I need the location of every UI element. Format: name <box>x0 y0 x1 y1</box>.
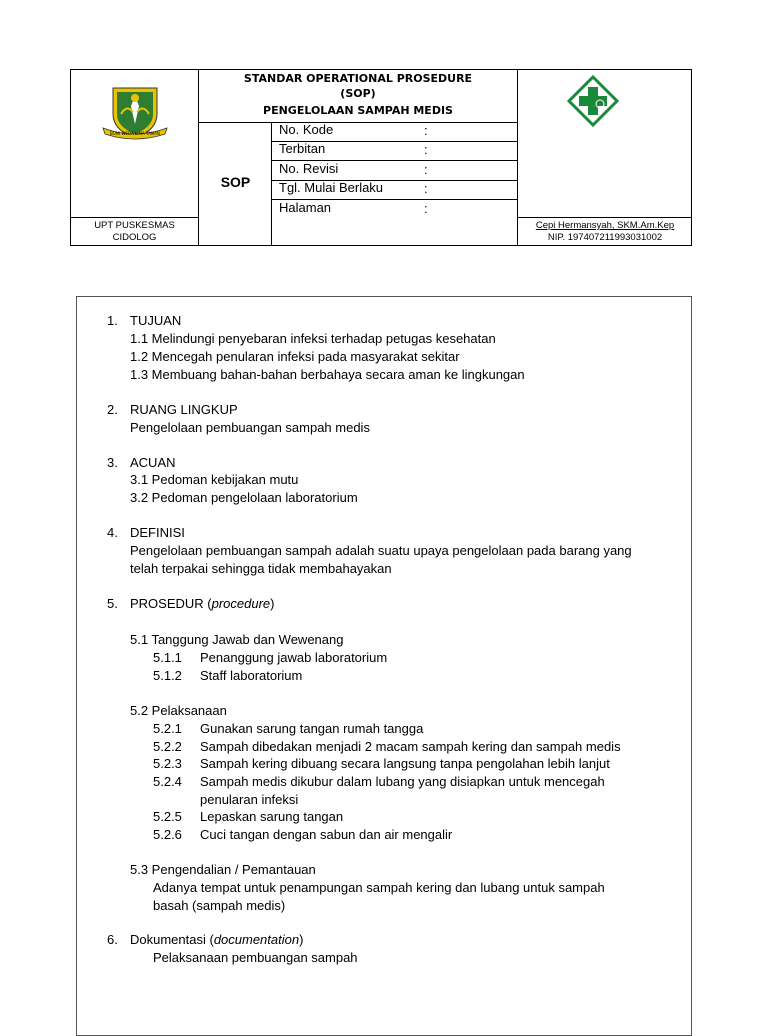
section-text: Adanya tempat untuk penampungan sampah kering dan lubang untuk sampah <box>153 880 605 895</box>
section-number: 3. <box>107 455 118 470</box>
item-number: 5.2.6 <box>153 827 182 842</box>
sop-title-line-1: STANDAR OPERATIONAL PROSEDURE <box>243 72 473 85</box>
regional-crest-logo <box>99 84 171 142</box>
section-number: 5. <box>107 596 118 611</box>
list-item: Cuci tangan dengan sabun dan air mengalir <box>200 827 453 842</box>
item-number: 5.2.4 <box>153 774 182 789</box>
field-colon: : <box>424 201 428 216</box>
sop-header-table <box>70 69 692 246</box>
signatory-nip: NIP. 197407211993031002 <box>547 232 663 243</box>
section-title-definisi: DEFINISI <box>130 525 185 540</box>
list-item: Staff laboratorium <box>200 668 303 683</box>
header-divider <box>517 70 518 245</box>
item-number: 5.2.2 <box>153 739 182 754</box>
title-italic: procedure <box>211 596 271 611</box>
section-text: Pengelolaan pembuangan sampah adalah suatu upaya pengelolaan pada barang yang <box>130 543 632 558</box>
section-text: basah (sampah medis) <box>153 898 286 913</box>
subsection-title: 5.3 Pengendalian / Pemantauan <box>130 862 316 877</box>
title-prefix: Dokumentasi ( <box>130 932 214 947</box>
section-title-dokumentasi <box>130 932 303 948</box>
section-title-tujuan: TUJUAN <box>130 313 182 328</box>
item-number: 5.1.1 <box>153 650 182 665</box>
title-suffix: ) <box>270 596 275 611</box>
list-item: Sampah kering dibuang secara langsung tanpa pengolahan lebih lanjut <box>200 756 610 771</box>
subsection-title: 5.2 Pelaksanaan <box>130 703 227 718</box>
item-number: 5.2.5 <box>153 809 182 824</box>
sop-title-line-3: PENGELOLAAN SAMPAH MEDIS <box>263 104 453 117</box>
section-number: 4. <box>107 525 118 540</box>
field-label-halaman: Halaman <box>279 200 332 215</box>
title-italic: documentation <box>213 932 300 947</box>
list-item: 3.2 Pedoman pengelolaan laboratorium <box>130 490 358 505</box>
list-item: Sampah dibedakan menjadi 2 macam sampah kering dan sampah medis <box>200 739 621 754</box>
list-item: Sampah medis dikubur dalam lubang yang disiapkan untuk mencegah <box>200 774 605 789</box>
item-number: 5.2.1 <box>153 721 182 736</box>
unit-line-2: CIDOLOG <box>112 232 157 243</box>
signatory-block <box>518 220 692 244</box>
section-number: 2. <box>107 402 118 417</box>
section-number: 6. <box>107 932 118 947</box>
title-prefix: PROSEDUR ( <box>130 596 212 611</box>
section-title-acuan: ACUAN <box>130 455 176 470</box>
header-divider <box>71 217 198 218</box>
unit-line-1: UPT PUSKESMAS <box>94 220 175 231</box>
list-item: Gunakan sarung tangan rumah tangga <box>200 721 424 736</box>
field-colon: : <box>424 142 428 157</box>
list-item: 3.1 Pedoman kebijakan mutu <box>130 472 299 487</box>
field-colon: : <box>424 181 428 196</box>
item-number: 5.1.2 <box>153 668 182 683</box>
header-divider <box>198 122 517 123</box>
section-text: Pelaksanaan pembuangan sampah <box>153 950 358 965</box>
health-cross-logo <box>567 75 619 127</box>
list-item-continuation: penularan infeksi <box>200 792 299 807</box>
field-label-revisi: No. Revisi <box>279 161 339 176</box>
field-colon: : <box>424 123 428 138</box>
field-colon: : <box>424 162 428 177</box>
sop-label: SOP <box>220 174 251 190</box>
header-divider <box>517 217 691 218</box>
section-text: Pengelolaan pembuangan sampah medis <box>130 420 370 435</box>
list-item: Penanggung jawab laboratorium <box>200 650 388 665</box>
section-text: telah terpakai sehingga tidak membahayakan <box>130 561 392 576</box>
section-title-ruang-lingkup: RUANG LINGKUP <box>130 402 238 417</box>
field-label-terbitan: Terbitan <box>279 141 326 156</box>
title-suffix: ) <box>299 932 304 947</box>
list-item: 1.1 Melindungi penyebaran infeksi terhadap petugas kesehatan <box>130 331 496 346</box>
sop-title-line-2: (SOP) <box>340 87 376 100</box>
unit-name <box>71 220 198 244</box>
list-item: 1.3 Membuang bahan-bahan berbahaya secara aman ke lingkungan <box>130 367 525 382</box>
list-item: Lepaskan sarung tangan <box>200 809 344 824</box>
signatory-name: Cepi Hermansyah, SKM.Am.Kep <box>535 220 675 231</box>
item-number: 5.2.3 <box>153 756 182 771</box>
section-number: 1. <box>107 313 118 328</box>
field-label-tgl: Tgl. Mulai Berlaku <box>279 180 384 195</box>
list-item: 1.2 Mencegah penularan infeksi pada masyarakat sekitar <box>130 349 460 364</box>
section-title-prosedur <box>130 596 275 612</box>
field-label-kode: No. Kode <box>279 122 334 137</box>
crest-motto: BUMI WEDA LIMA TAMAN <box>110 131 160 136</box>
subsection-title: 5.1 Tanggung Jawab dan Wewenang <box>130 632 344 647</box>
